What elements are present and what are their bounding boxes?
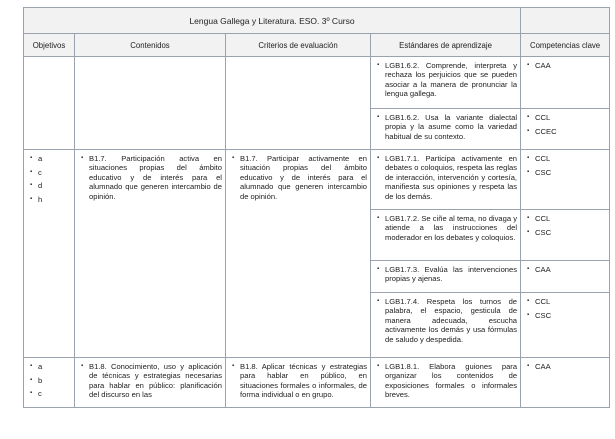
estandar-text: LGB1.8.1. Elabora guiones para organizar los contenidos de exposiciones formales o informales breves. — [385, 362, 518, 400]
bullet-icon: ▪ — [377, 155, 380, 161]
bullet-icon: ▪ — [30, 182, 33, 189]
bullet-icon: ▪ — [377, 215, 380, 221]
bullet-icon: ▪ — [30, 363, 33, 369]
objetivo-text: d — [38, 181, 43, 191]
estandares-cell — [371, 358, 521, 408]
contenidos-cell — [75, 150, 226, 358]
objetivo-text: h — [38, 195, 43, 205]
objetivo-text: c — [38, 167, 42, 177]
bullet-icon: ▪ — [527, 266, 530, 272]
estandar-text: LGB1.6.2. Comprende, interpreta y rechaza los perjuicios que se pueden asociar a la manera de pronunciar la lengua gallega. — [385, 61, 518, 99]
curriculum-table-page — [23, 7, 610, 408]
estandar-text: LGB1.7.4. Respeta los turnos de palabra, el espacio, gesticula de manera adecuada, escucha activamente los demás y usa fórmulas de saludo y despedida. — [385, 297, 518, 344]
bullet-icon: ▪ — [527, 298, 530, 304]
bullet-icon: ▪ — [377, 298, 380, 304]
competencias-cell — [521, 57, 610, 109]
competencia-text: CAA — [535, 265, 551, 274]
objetivos-cell — [24, 150, 75, 358]
bullet-icon: ▪ — [527, 169, 530, 176]
competencias-cell — [521, 358, 610, 408]
bullet-icon: ▪ — [527, 215, 530, 221]
title-blank-cell — [521, 8, 610, 34]
objetivos-cell — [24, 358, 75, 408]
estandares-cell — [371, 57, 521, 109]
competencias-cell — [521, 293, 610, 358]
objetivos-cell — [24, 57, 75, 150]
contenido-text: B1.7. Participación activa en situaciones propias del ámbito educativo y de interés para el alumnado que generen intercambio de opinión. — [89, 154, 222, 201]
bullet-icon: ▪ — [527, 114, 530, 120]
bullet-icon: ▪ — [527, 155, 530, 161]
bullet-icon: ▪ — [377, 363, 380, 369]
criterios-cell — [226, 150, 371, 358]
table-row — [24, 358, 610, 408]
contenidos-cell — [75, 57, 226, 150]
table-header-row — [24, 34, 610, 57]
competencia-text: CAA — [535, 61, 551, 70]
bullet-icon: ▪ — [377, 62, 380, 68]
competencia-text: CCL — [535, 297, 551, 306]
header-objetivos: Objetivos — [24, 34, 75, 57]
competencia-text: CCL — [535, 154, 551, 163]
objetivo-text: a — [38, 362, 43, 371]
header-estandares: Estándares de aprendizaje — [371, 34, 521, 57]
objetivo-text: c — [38, 389, 42, 399]
contenidos-cell — [75, 358, 226, 408]
estandares-cell — [371, 293, 521, 358]
criterio-text: B1.8. Aplicar técnicas y estrategias para hablar en público, en situaciones formales o informales, de forma individual o en grupo. — [240, 362, 367, 400]
bullet-icon: ▪ — [527, 62, 530, 68]
criterios-cell — [226, 57, 371, 150]
competencia-text: CCEC — [535, 127, 557, 137]
competencia-text: CSC — [535, 311, 552, 321]
estandares-cell — [371, 261, 521, 293]
competencias-cell — [521, 261, 610, 293]
estandares-cell — [371, 109, 521, 150]
competencia-text: CSC — [535, 228, 552, 238]
competencias-cell — [521, 109, 610, 150]
objetivo-text: a — [38, 154, 43, 163]
bullet-icon: ▪ — [30, 390, 33, 397]
bullet-icon: ▪ — [30, 376, 33, 383]
estandares-cell — [371, 210, 521, 261]
table-row — [24, 150, 610, 210]
competencia-text: CCL — [535, 113, 551, 122]
objetivo-text: b — [38, 375, 43, 385]
bullet-icon: ▪ — [232, 155, 235, 161]
bullet-icon: ▪ — [232, 363, 235, 369]
table-title: Lengua Gallega y Literatura. ESO. 3º Curso — [24, 8, 521, 34]
criterio-text: B1.7. Participar activamente en situación propias del ámbito educativo y de interés para el alumnado que generen intercambio de opinión. — [240, 154, 367, 201]
bullet-icon: ▪ — [377, 266, 380, 272]
contenido-text: B1.8. Conocimiento, uso y aplicación de técnicas y estrategias necesarias para hablar en público: planificación del discurso en las — [89, 362, 222, 400]
table-row — [24, 57, 610, 109]
estandares-cell — [371, 150, 521, 210]
header-contenidos: Contenidos — [75, 34, 226, 57]
competencia-text: CSC — [535, 168, 552, 178]
criterios-cell — [226, 358, 371, 408]
curriculum-table — [23, 7, 610, 408]
header-competencias: Competencias clave — [521, 34, 610, 57]
bullet-icon: ▪ — [81, 363, 84, 369]
bullet-icon: ▪ — [527, 312, 530, 319]
estandar-text: LGB1.7.2. Se ciñe al tema, no divaga y atiende a las instrucciones del moderador en los debates y coloquios. — [385, 214, 518, 242]
table-title-row — [24, 8, 610, 34]
competencia-text: CAA — [535, 362, 551, 371]
estandar-text: LGB1.6.2. Usa la variante dialectal propia y la asume como la variedad habitual de su contexto. — [385, 113, 518, 141]
estandar-text: LGB1.7.3. Evalúa las intervenciones propias y ajenas. — [385, 265, 518, 284]
bullet-icon: ▪ — [81, 155, 84, 161]
competencias-cell — [521, 210, 610, 261]
bullet-icon: ▪ — [30, 196, 33, 203]
competencias-cell — [521, 150, 610, 210]
bullet-icon: ▪ — [527, 128, 530, 135]
bullet-icon: ▪ — [30, 168, 33, 175]
header-criterios: Criterios de evaluación — [226, 34, 371, 57]
bullet-icon: ▪ — [527, 229, 530, 236]
bullet-icon: ▪ — [527, 363, 530, 369]
bullet-icon: ▪ — [30, 155, 33, 161]
estandar-text: LGB1.7.1. Participa activamente en debates o coloquios, respeta las reglas de interacción, intervención y cortesía, manifiesta sus opiniones y respeta las de los demás. — [385, 154, 518, 201]
bullet-icon: ▪ — [377, 114, 380, 120]
competencia-text: CCL — [535, 214, 551, 223]
